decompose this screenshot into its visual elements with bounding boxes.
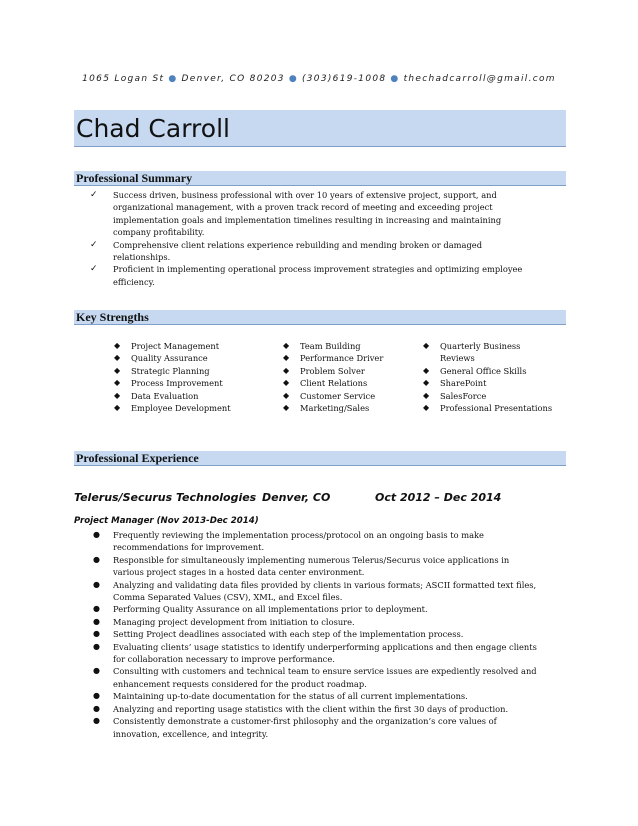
bullet-icon: ● [93,703,100,713]
duty-item: ● Consulting with customers and technical team to ensure service issues are expediently resolved and enhancement requests considered for the product roadmap. [93,666,537,689]
contact-email[interactable]: thechadcarroll@gmail.com [403,74,556,84]
job-location: Denver, CO [262,491,331,504]
duty-item: ● Analyzing and reporting usage statistics with the client within the first 30 days of production. [93,703,509,714]
experience-heading: Professional Experience [76,451,199,465]
diamond-bullet-icon: ◆ [423,403,430,413]
bullet-icon: ● [93,666,100,676]
strength-item-continuation: Reviews [440,353,475,364]
bullet-icon: ● [93,530,100,539]
bullet-icon: ● [93,691,100,701]
strength-item: ◆ Quarterly Business [423,341,521,351]
duty-item: ● Setting Project deadlines associated with each step of the implementation process. [93,629,464,640]
summary-heading: Professional Summary [76,171,193,185]
duties-list [93,529,538,740]
strength-item: ◆ Process Improvement [114,378,223,389]
bullet-dot-icon: ● [168,74,178,84]
bullet-dot-icon: ● [390,74,400,84]
strengths-column-3 [423,340,552,414]
strength-item: ◆ Quality Assurance [114,353,208,364]
strength-item: ◆ Customer Service [283,390,376,401]
strength-item: ◆ Project Management [114,341,220,351]
bullet-icon: ● [93,616,100,626]
strengths-column-1 [114,340,231,414]
summary-list [90,189,540,288]
strength-item: ◆ Data Evaluation [114,390,199,401]
diamond-bullet-icon: ◆ [114,365,121,375]
strengths-column-2 [283,340,383,414]
strength-item: ◆ Performance Driver [283,353,384,364]
diamond-bullet-icon: ◆ [423,365,430,375]
diamond-bullet-icon: ◆ [283,390,290,400]
diamond-bullet-icon: ◆ [114,378,121,388]
bullet-icon: ● [93,641,100,651]
diamond-bullet-icon: ◆ [283,378,290,388]
bullet-icon: ● [93,716,100,726]
duty-item: ● Responsible for simultaneously implementing numerous Telerus/Securus voice applications in various project stages in a hosted data center environment. [93,554,510,578]
strength-item: ◆ Problem Solver [283,365,365,376]
duty-item: ● Analyzing and validating data files provided by clients in various formats; ASCII formatted text files, Comma Separated Values (CSV), XML, and Excel files. [93,579,537,603]
duty-item: ● Frequently reviewing the implementation process/protocol on an ongoing basis to make recommendations for improvement. [93,530,484,553]
bullet-icon: ● [93,579,100,589]
contact-city: Denver, CO 80203 [181,74,285,84]
strength-item: ◆ Strategic Planning [114,365,210,376]
candidate-name: Chad Carroll [76,114,230,143]
contact-address: 1065 Logan St [82,74,165,84]
company-name: Telerus/Securus Technologies [74,491,257,504]
duty-item: ● Performing Quality Assurance on all implementations prior to deployment. [93,604,428,615]
diamond-bullet-icon: ◆ [283,365,290,375]
strength-item: ◆ General Office Skills [423,365,527,376]
diamond-bullet-icon: ◆ [114,390,121,400]
summary-heading-bar [74,171,566,186]
bullet-icon: ● [93,554,100,564]
duty-item: ● Consistently demonstrate a customer-first philosophy and the organization’s core values of innovation, excellence, and integrity. [93,716,497,739]
duty-item: ● Managing project development from initiation to closure. [93,616,355,627]
strength-item: ◆ Team Building [283,341,361,351]
contact-line [0,74,638,84]
diamond-bullet-icon: ◆ [283,353,290,363]
strengths-heading-bar [74,310,566,325]
bullet-dot-icon: ● [288,74,298,84]
strength-item: ◆ Client Relations [283,378,368,389]
bullet-icon: ● [93,629,100,639]
experience-heading-bar [74,451,566,466]
contact-phone: (303)619-1008 [301,74,387,84]
name-banner [74,110,566,147]
strength-item: ◆ Employee Development [114,403,231,414]
diamond-bullet-icon: ◆ [114,353,121,363]
diamond-bullet-icon: ◆ [283,403,290,413]
job-dates: Oct 2012 – Dec 2014 [375,491,502,504]
diamond-bullet-icon: ◆ [423,341,430,350]
diamond-bullet-icon: ◆ [114,341,121,350]
job-role: Project Manager (Nov 2013-Dec 2014) [74,516,259,526]
bullet-icon: ● [93,604,100,614]
summary-item: ✓ Proficient in implementing operational process improvement strategies and optimizing employee efficiency. [90,264,523,287]
strength-item: ◆ Professional Presentations [423,403,553,414]
strengths-heading: Key Strengths [76,310,149,324]
diamond-bullet-icon: ◆ [423,390,430,400]
strength-item: ◆ SalesForce [423,390,487,401]
strength-item: ◆ SharePoint [423,378,487,389]
summary-item: ✓ Comprehensive client relations experience rebuilding and mending broken or damaged relationships. [90,239,483,263]
checkmark-icon: ✓ [90,190,98,200]
diamond-bullet-icon: ◆ [283,341,290,350]
duty-item: ● Maintaining up-to-date documentation for the status of all current implementations. [93,691,468,702]
summary-item: ✓ Success driven, business professional with over 10 years of extensive project, support, and organizational management, with a proven track record of meeting and exceeding project implementation goals and implementation timelines resulting in increasing and maintaining company profitability. [90,190,502,238]
checkmark-icon: ✓ [90,264,98,275]
strength-item: ◆ Marketing/Sales [283,403,370,414]
checkmark-icon: ✓ [90,239,98,250]
diamond-bullet-icon: ◆ [423,378,430,388]
duty-item: ● Evaluating clients’ usage statistics to identify underperforming applications and then engage clients for collaboration necessary to improve performance. [93,641,537,665]
diamond-bullet-icon: ◆ [114,403,121,413]
